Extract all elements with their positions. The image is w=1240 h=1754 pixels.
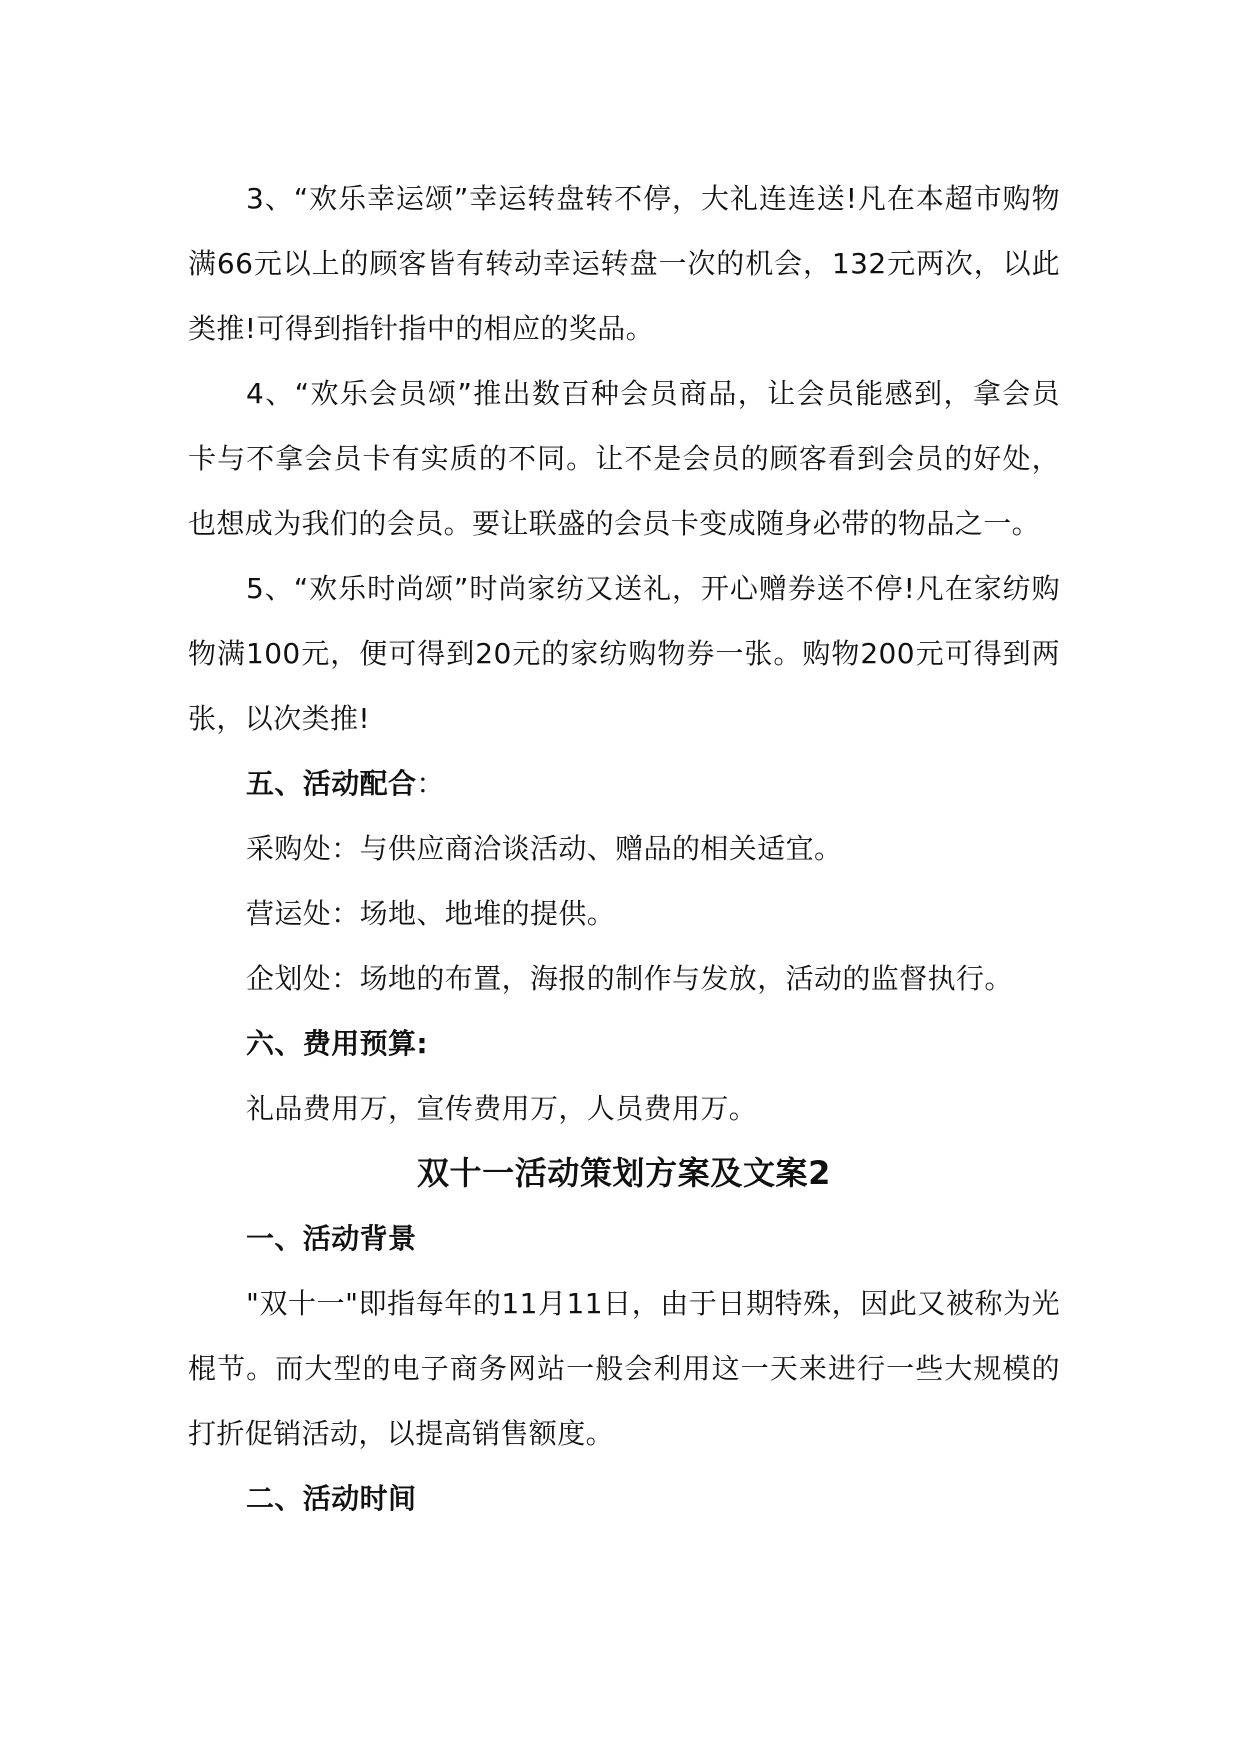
- section-heading-budget: 六、费用预算:: [246, 1027, 428, 1060]
- section-heading-cooperation-colon: ：: [416, 767, 445, 800]
- document-body: [188, 166, 1060, 1531]
- section-heading-time: 二、活动时间: [246, 1482, 417, 1515]
- paragraph-fashion: 5、“欢乐时尚颂”时尚家纺又送礼，开心赠券送不停!凡在家纺购物满100元，便可得到20元的家纺购物券一张。购物200元可得到两张，以次类推!: [188, 572, 1060, 735]
- document-title-2: 双十一活动策划方案及文案2: [416, 1154, 832, 1192]
- cooperation-item-operations: 营运处：场地、地堆的提供。: [246, 897, 616, 930]
- cooperation-item-planning: 企划处：场地的布置，海报的制作与发放，活动的监督执行。: [246, 962, 1013, 995]
- budget-text: 礼品费用万，宣传费用万，人员费用万。: [246, 1092, 758, 1125]
- cooperation-item-purchasing: 采购处：与供应商洽谈活动、赠品的相关适宜。: [246, 832, 843, 865]
- paragraph-background: "双十一"即指每年的11月11日，由于日期特殊，因此又被称为光棍节。而大型的电子商务网站一般会利用这一天来进行一些大规模的打折促销活动，以提高销售额度。: [188, 1287, 1060, 1450]
- paragraph-member: 4、“欢乐会员颂”推出数百种会员商品，让会员能感到，拿会员卡与不拿会员卡有实质的不同。让不是会员的顾客看到会员的好处，也想成为我们的会员。要让联盛的会员卡变成随身必带的物品之一。: [188, 377, 1060, 540]
- paragraph-lucky-wheel: 3、“欢乐幸运颂”幸运转盘转不停，大礼连连送!凡在本超市购物满66元以上的顾客皆有转动幸运转盘一次的机会，132元两次，以此类推!可得到指针指中的相应的奖品。: [188, 182, 1060, 345]
- section-heading-cooperation: [188, 751, 1060, 816]
- section-heading-background: 一、活动背景: [246, 1222, 417, 1255]
- section-heading-cooperation-text: 五、活动配合: [246, 767, 417, 800]
